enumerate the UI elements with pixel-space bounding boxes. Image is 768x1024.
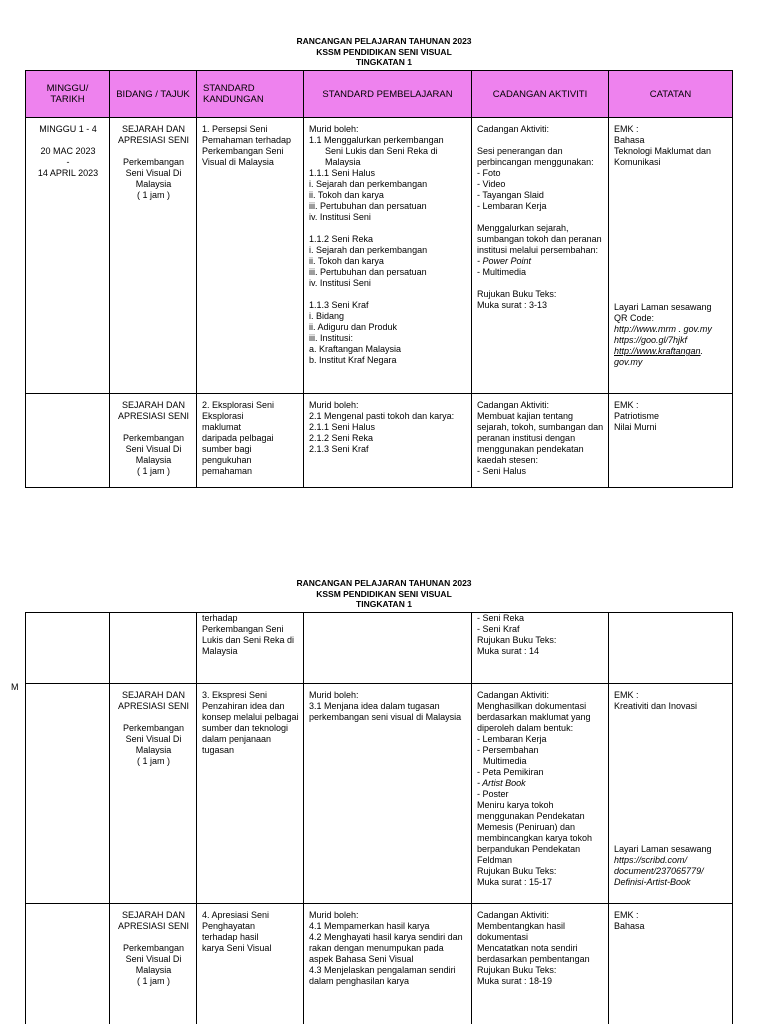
aktiviti-desc: Meniru karya tokoh menggunakan Pendekatan Memesis (Peniruan) dan membincangkan karya tokoh berpandukan Pendekatan Feldman: [477, 800, 593, 865]
sp-item: iii. Institusi:: [309, 333, 354, 343]
sp-item: ii. Tokoh dan karya: [309, 190, 384, 200]
qr-label: QR Code:: [614, 313, 655, 323]
emk-label: EMK :: [614, 690, 639, 700]
sp-item: 4.2 Menghayati hasil karya sendiri dan rakan dengan menumpukan pada aspek Bahasa Seni Visual: [309, 932, 463, 964]
cell-standard-kandungan: [197, 613, 304, 684]
sp-intro: Murid boleh:: [309, 400, 359, 410]
emk-label: EMK :: [614, 910, 639, 920]
page1-table: [25, 70, 733, 488]
sp-item: b. Institut Kraf Negara: [309, 355, 397, 365]
aktiviti-item: - Seni Reka: [477, 613, 525, 623]
bidang-title: SEJARAH DAN APRESIASI SENI: [117, 910, 190, 931]
header-cadangan-aktiviti: CADANGAN AKTIVITI: [472, 71, 609, 118]
cell-bidang: [110, 118, 197, 394]
rujukan-label: Rujukan Buku Teks:: [477, 635, 557, 645]
cell-bidang: [110, 394, 197, 488]
sp-item: 2.1.3 Seni Kraf: [309, 444, 369, 454]
sk-desc: Penzahiran idea dan konsep melalui pelbagai sumber dan teknologi dalam penjanaan tugasan: [202, 701, 299, 755]
bidang-jam: ( 1 jam ): [136, 976, 170, 986]
bidang-jam: ( 1 jam ): [136, 466, 170, 476]
sp-item: 2.1.1 Seni Halus: [309, 422, 376, 432]
aktiviti-item: - Video: [477, 179, 506, 189]
cell-cadangan-aktiviti: [472, 118, 609, 394]
cell-cadangan-aktiviti: [472, 613, 609, 684]
emk-value: Bahasa: [614, 921, 645, 931]
sp-item: i. Sejarah dan perkembangan: [309, 245, 428, 255]
page1-title: [0, 36, 768, 68]
rujukan-label: Rujukan Buku Teks:: [477, 289, 557, 299]
sp-heading: 2.1 Mengenal pasti tokoh dan karya:: [309, 411, 455, 421]
layari-label: Layari Laman sesawang: [614, 302, 712, 312]
sk-title: 4. Apresiasi Seni: [202, 910, 270, 920]
sp-item: iv. Institusi Seni: [309, 278, 371, 288]
cell-catatan: [609, 684, 733, 904]
cell-minggu: [26, 118, 110, 394]
sp-item: iii. Pertubuhan dan persatuan: [309, 201, 427, 211]
sk-title: 2. Eksplorasi Seni: [202, 400, 275, 410]
cell-bidang: [110, 613, 197, 684]
emk-value: Nilai Murni: [614, 422, 657, 432]
aktiviti-item: - Seni Kraf: [477, 624, 520, 634]
page1-title-line1: RANCANGAN PELAJARAN TAHUNAN 2023: [296, 36, 472, 46]
link-scribd[interactable]: https://scribd.com/ document/237065779/ Definisi-Artist-Book: [614, 855, 704, 887]
bidang-tajuk: Perkembangan Seni Visual Di Malaysia: [122, 157, 185, 189]
cell-standard-kandungan: [197, 118, 304, 394]
header-bidang: BIDANG / TAJUK: [110, 71, 197, 118]
aktiviti-desc: Membentangkan hasil dokumentasi: [477, 921, 566, 942]
date-dash: -: [66, 157, 70, 167]
aktiviti-item: - Lembaran Kerja: [477, 734, 547, 744]
bidang-title: SEJARAH DAN APRESIASI SENI: [117, 690, 190, 711]
cell-standard-pembelajaran: [304, 118, 472, 394]
bidang-tajuk: Perkembangan Seni Visual Di Malaysia: [122, 433, 185, 465]
header-standard-pembelajaran: STANDARD PEMBELAJARAN: [304, 71, 472, 118]
cell-catatan: [609, 394, 733, 488]
aktiviti-label: Cadangan Aktiviti:: [477, 910, 550, 920]
cell-minggu: [26, 684, 110, 904]
aktiviti-label: Cadangan Aktiviti:: [477, 400, 550, 410]
aktiviti-item: - Persembahan: [477, 745, 539, 755]
aktiviti-item: - Artist Book: [477, 778, 526, 788]
cell-standard-kandungan: [197, 394, 304, 488]
muka-surat: Muka surat : 14: [477, 646, 540, 656]
emk-label: EMK :: [614, 400, 639, 410]
sp-heading: 3.1 Menjana idea dalam tugasan perkembangan seni visual di Malaysia: [309, 701, 462, 722]
bidang-title: SEJARAH DAN APRESIASI SENI: [117, 400, 190, 421]
sp-item: i. Sejarah dan perkembangan: [309, 179, 428, 189]
sk-title: 3. Ekspresi Seni: [202, 690, 268, 700]
layari-label: Layari Laman sesawang: [614, 844, 712, 854]
cell-minggu: [26, 394, 110, 488]
page2-title: [0, 578, 768, 610]
sp-item: 2.1.2 Seni Reka: [309, 433, 374, 443]
sp-item: iv. Institusi Seni: [309, 212, 371, 222]
aktiviti-desc: Sesi penerangan dan perbincangan menggunakan:: [477, 146, 594, 167]
page2-table: [25, 612, 733, 1024]
cell-catatan: [609, 904, 733, 1024]
header-standard-kandungan: STANDARD KANDUNGAN: [197, 71, 304, 118]
link-kraftangan-main[interactable]: http://www.kraftangan: [614, 346, 701, 356]
page2-title-line3: TINGKATAN 1: [356, 599, 412, 609]
table-row: [26, 684, 733, 904]
sp-subheading: 1.1.2 Seni Reka: [309, 234, 374, 244]
table-header-row: [26, 71, 733, 118]
sp-intro: Murid boleh:: [309, 124, 359, 134]
aktiviti-item: - Poster: [477, 789, 509, 799]
sp-heading: 1.1 Menggalurkan perkembangan: [309, 135, 444, 145]
aktiviti-desc: Membuat kajian tentang sejarah, tokoh, sumbangan dan peranan institusi dengan menggunakan pendekatan kaedah stesen:: [477, 411, 604, 465]
aktiviti-item: - Foto: [477, 168, 501, 178]
emk-value: Kreativiti dan Inovasi: [614, 701, 698, 711]
cell-cadangan-aktiviti: [472, 684, 609, 904]
bidang-title: SEJARAH DAN APRESIASI SENI: [117, 124, 190, 145]
sp-item: i. Bidang: [309, 311, 345, 321]
link-goo[interactable]: https://goo.gl/7hjkf: [614, 335, 688, 345]
aktiviti-item: - Power Point: [477, 256, 532, 266]
table-row: [26, 394, 733, 488]
sp-subheading: 1.1.3 Seni Kraf: [309, 300, 369, 310]
page2-title-line2: KSSM PENDIDIKAN SENI VISUAL: [316, 588, 452, 599]
sk-title: 1. Persepsi Seni: [202, 124, 268, 134]
sk-desc: Penghayatan terhadap hasil karya Seni Visual: [202, 921, 272, 953]
bidang-jam: ( 1 jam ): [136, 756, 170, 766]
emk-value: Bahasa: [614, 135, 645, 145]
cell-minggu: [26, 904, 110, 1024]
sp-intro: Murid boleh:: [309, 910, 359, 920]
sp-intro: Murid boleh:: [309, 690, 359, 700]
cell-bidang: [110, 684, 197, 904]
cell-standard-pembelajaran: [304, 904, 472, 1024]
sk-desc: Pemahaman terhadap Perkembangan Seni Visual di Malaysia: [202, 135, 292, 167]
cell-standard-pembelajaran: [304, 613, 472, 684]
cell-minggu: [26, 613, 110, 684]
bidang-tajuk: Perkembangan Seni Visual Di Malaysia: [122, 723, 185, 755]
muka-surat: Muka surat : 15-17: [477, 877, 553, 887]
sp-item: ii. Adiguru dan Produk: [309, 322, 398, 332]
bidang-jam: ( 1 jam ): [136, 190, 170, 200]
cell-bidang: [110, 904, 197, 1024]
aktiviti-item-cont: Multimedia: [483, 756, 527, 766]
aktiviti-item: - Peta Pemikiran: [477, 767, 544, 777]
aktiviti-item: - Lembaran Kerja: [477, 201, 547, 211]
cell-standard-kandungan: [197, 904, 304, 1024]
sp-heading-cont: Seni Lukis dan Seni Reka di Malaysia: [325, 146, 438, 167]
aktiviti-item: - Tayangan Slaid: [477, 190, 544, 200]
sp-item: 4.3 Menjelaskan pengalaman sendiri dalam penghasilan karya: [309, 965, 456, 986]
page1-title-line2: KSSM PENDIDIKAN SENI VISUAL: [316, 46, 452, 57]
sk-desc: Eksplorasi maklumat daripada pelbagai sumber bagi pengukuhan pemahaman: [202, 411, 274, 476]
header-catatan: CATATAN: [609, 71, 733, 118]
link-mrm[interactable]: http://www.mrm . gov.my: [614, 324, 712, 334]
aktiviti-desc: Menggalurkan sejarah, sumbangan tokoh dan peranan institusi melalui persembahan:: [477, 223, 602, 255]
muka-surat: Muka surat : 18-19: [477, 976, 553, 986]
emk-value: Patriotisme: [614, 411, 660, 421]
rujukan-label: Rujukan Buku Teks:: [477, 866, 557, 876]
rujukan-label: Rujukan Buku Teks:: [477, 965, 557, 975]
sk-desc: terhadap Perkembangan Seni Lukis dan Seni Reka di Malaysia: [202, 613, 295, 656]
cell-cadangan-aktiviti: [472, 394, 609, 488]
emk-value: Teknologi Maklumat dan Komunikasi: [614, 146, 712, 167]
aktiviti-desc: Mencatatkan nota sendiri berdasarkan pembentangan: [477, 943, 590, 964]
sp-subheading: 1.1.1 Seni Halus: [309, 168, 376, 178]
cell-standard-kandungan: [197, 684, 304, 904]
header-minggu: MINGGU/ TARIKH: [26, 71, 110, 118]
aktiviti-desc: Menghasilkan dokumentasi berdasarkan maklumat yang diperoleh dalam bentuk:: [477, 701, 591, 733]
emk-label: EMK :: [614, 124, 639, 134]
aktiviti-item: - Multimedia: [477, 267, 527, 277]
aktiviti-item: - Seni Halus: [477, 466, 527, 476]
table-row: [26, 904, 733, 1024]
sp-item: ii. Tokoh dan karya: [309, 256, 384, 266]
table-row: [26, 118, 733, 394]
table-row: [26, 613, 733, 684]
page2-title-line1: RANCANGAN PELAJARAN TAHUNAN 2023: [296, 578, 472, 588]
bidang-tajuk: Perkembangan Seni Visual Di Malaysia: [122, 943, 185, 975]
margin-mark: M: [11, 682, 19, 692]
page1-title-line3: TINGKATAN 1: [356, 57, 412, 67]
link-kraftangan[interactable]: [614, 346, 728, 368]
cell-catatan: [609, 118, 733, 394]
link-kraftangan-tail[interactable]: . gov.my: [614, 346, 704, 367]
cell-standard-pembelajaran: [304, 394, 472, 488]
muka-surat: Muka surat : 3-13: [477, 300, 548, 310]
minggu-range: MINGGU 1 - 4: [39, 124, 97, 134]
sp-item: iii. Pertubuhan dan persatuan: [309, 267, 427, 277]
cell-cadangan-aktiviti: [472, 904, 609, 1024]
date-start: 20 MAC 2023: [40, 146, 96, 156]
cell-standard-pembelajaran: [304, 684, 472, 904]
cell-catatan: [609, 613, 733, 684]
aktiviti-label: Cadangan Aktiviti:: [477, 690, 550, 700]
sp-item: 4.1 Mempamerkan hasil karya: [309, 921, 430, 931]
aktiviti-label: Cadangan Aktiviti:: [477, 124, 550, 134]
date-end: 14 APRIL 2023: [37, 168, 99, 178]
sp-item: a. Kraftangan Malaysia: [309, 344, 402, 354]
